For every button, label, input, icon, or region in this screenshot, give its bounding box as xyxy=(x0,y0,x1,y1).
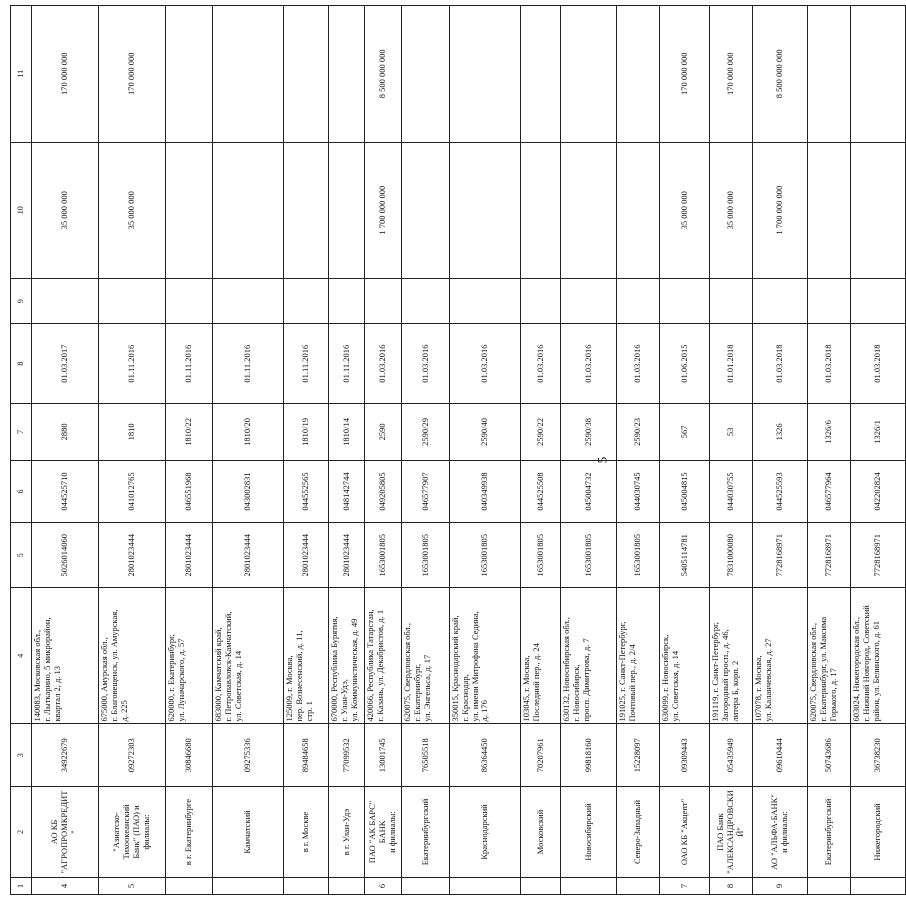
cell-bik: 2801023444 xyxy=(213,523,284,588)
cell-c10 xyxy=(166,142,213,278)
cell-corr: 040349938 xyxy=(450,460,521,523)
cell-okpo: 76505518 xyxy=(402,724,450,787)
cell-address: 620075, Свердловская обл., г. Екатеринбург, ул. Энгельса, д. 17 xyxy=(402,588,450,724)
cell-okpo: 09610444 xyxy=(753,724,808,787)
cell-bik: 1653001805 xyxy=(561,523,617,588)
cell-address: 603024, Нижегородская обл., г. Нижний Новгород, Советский район, ул. Белинского, д. 61 xyxy=(851,588,906,724)
cell-okpo: 09275336 xyxy=(213,724,284,787)
column-number: 11 xyxy=(11,6,32,143)
cell-license: 1326 xyxy=(753,403,808,460)
cell-c10 xyxy=(617,142,660,278)
table-row xyxy=(402,6,450,895)
bank-table xyxy=(10,5,906,895)
cell-date: 01.03.2016 xyxy=(561,324,617,404)
cell-license: 1326/6 xyxy=(808,403,851,460)
cell-c10 xyxy=(402,142,450,278)
cell-c11: 8 500 000 000 xyxy=(753,6,808,143)
table-row xyxy=(365,6,402,895)
cell-corr: 049205805 xyxy=(365,460,402,523)
cell-name: в г. Екатеринбурге xyxy=(166,787,213,878)
cell-c9 xyxy=(710,278,753,323)
cell-bik: 1653001805 xyxy=(365,523,402,588)
cell-date: 01.03.2018 xyxy=(851,324,906,404)
cell-corr: 044030745 xyxy=(617,460,660,523)
cell-corr: 044525593 xyxy=(753,460,808,523)
cell-c10: 35 000 000 xyxy=(660,142,710,278)
cell-license: 1810 xyxy=(99,403,166,460)
table-row xyxy=(32,6,99,895)
cell-c9 xyxy=(808,278,851,323)
table-row xyxy=(710,6,753,895)
cell-okpo: 30846680 xyxy=(166,724,213,787)
cell-okpo: 77099532 xyxy=(329,724,365,787)
table-row xyxy=(753,6,808,895)
table-row xyxy=(617,6,660,895)
cell-name: Екатеринбургский xyxy=(808,787,851,878)
cell-license: 1810/19 xyxy=(284,403,329,460)
cell-c10: 1 700 000 000 xyxy=(753,142,808,278)
column-number: 6 xyxy=(11,460,32,523)
cell-license: 1810/14 xyxy=(329,403,365,460)
cell-date: 01.03.2016 xyxy=(365,324,402,404)
table-row xyxy=(213,6,284,895)
cell-num xyxy=(329,877,365,894)
cell-num xyxy=(617,877,660,894)
cell-license: 1810/20 xyxy=(213,403,284,460)
cell-c10 xyxy=(808,142,851,278)
column-number: 2 xyxy=(11,787,32,878)
cell-license: 2590/29 xyxy=(402,403,450,460)
cell-c11 xyxy=(284,6,329,143)
column-number: 4 xyxy=(11,588,32,724)
cell-c10 xyxy=(213,142,284,278)
cell-name: Камчатский xyxy=(213,787,284,878)
cell-corr: 041012765 xyxy=(99,460,166,523)
cell-license: 2590 xyxy=(365,403,402,460)
cell-c11 xyxy=(402,6,450,143)
table-row xyxy=(851,6,906,895)
cell-date: 01.03.2017 xyxy=(32,324,99,404)
cell-date: 01.11.2016 xyxy=(329,324,365,404)
cell-name: Нижегородский xyxy=(851,787,906,878)
cell-c11: 170 000 000 xyxy=(32,6,99,143)
cell-c11 xyxy=(851,6,906,143)
cell-c9 xyxy=(561,278,617,323)
cell-c10 xyxy=(521,142,561,278)
cell-num: 5 xyxy=(99,877,166,894)
cell-c11 xyxy=(213,6,284,143)
cell-name: в г. Улан-Удэ xyxy=(329,787,365,878)
cell-c11 xyxy=(329,6,365,143)
cell-c10 xyxy=(561,142,617,278)
cell-okpo: 09272303 xyxy=(99,724,166,787)
cell-address: 670000, Республика Бурятия, г. Улан-Удэ, ул. Коммунистическая, д. 49 xyxy=(329,588,365,724)
column-number: 3 xyxy=(11,724,32,787)
cell-c9 xyxy=(166,278,213,323)
cell-date: 01.03.2016 xyxy=(617,324,660,404)
cell-name: ПАО "АК БАРС" БАНК и филиалы: xyxy=(365,787,402,878)
cell-bik: 5405114781 xyxy=(660,523,710,588)
cell-c9 xyxy=(402,278,450,323)
column-number: 10 xyxy=(11,142,32,278)
cell-num: 6 xyxy=(365,877,402,894)
cell-name: Московский xyxy=(521,787,561,878)
table-row xyxy=(284,6,329,895)
cell-name: ПАО Банк "АЛЕКСАНДРОВСКИЙ" xyxy=(710,787,753,878)
cell-c11: 170 000 000 xyxy=(710,6,753,143)
cell-c11: 170 000 000 xyxy=(660,6,710,143)
cell-num: 4 xyxy=(32,877,99,894)
cell-c9 xyxy=(851,278,906,323)
cell-license: 2590/23 xyxy=(617,403,660,460)
cell-date: 01.11.2016 xyxy=(166,324,213,404)
cell-okpo: 05435949 xyxy=(710,724,753,787)
cell-bik: 1653001805 xyxy=(521,523,561,588)
cell-address: 630099, г. Новосибирск, ул. Советская, д. 14 xyxy=(660,588,710,724)
cell-name: Новосибирский xyxy=(561,787,617,878)
cell-address: 125009, г. Москва, пер. Вознесенский, д. 11, стр. 1 xyxy=(284,588,329,724)
cell-bik: 7728168971 xyxy=(753,523,808,588)
cell-c11: 8 500 000 000 xyxy=(365,6,402,143)
cell-date: 01.03.2016 xyxy=(402,324,450,404)
cell-corr: 048142744 xyxy=(329,460,365,523)
cell-corr: 046577907 xyxy=(402,460,450,523)
cell-license: 1326/1 xyxy=(851,403,906,460)
cell-okpo: 15228097 xyxy=(617,724,660,787)
column-number: 8 xyxy=(11,324,32,404)
cell-num: 7 xyxy=(660,877,710,894)
cell-date: 01.03.2016 xyxy=(521,324,561,404)
cell-license: 53 xyxy=(710,403,753,460)
column-number: 1 xyxy=(11,877,32,894)
cell-name: ОАО КБ "Акцепт" xyxy=(660,787,710,878)
cell-okpo: 86364450 xyxy=(450,724,521,787)
cell-corr: 044552565 xyxy=(284,460,329,523)
cell-num xyxy=(402,877,450,894)
cell-license: 567 xyxy=(660,403,710,460)
cell-num xyxy=(450,877,521,894)
cell-address: 420066, Республика Татарстан, г. Казань, ул. Декабристов, д. 1 xyxy=(365,588,402,724)
column-number: 5 xyxy=(11,523,32,588)
cell-c9 xyxy=(99,278,166,323)
cell-address: 675000, Амурская обл., г. Благовещенск, ул. Амурская, д. 225 xyxy=(99,588,166,724)
cell-c10 xyxy=(329,142,365,278)
cell-c10: 35 000 000 xyxy=(99,142,166,278)
cell-license: 2590/22 xyxy=(521,403,561,460)
cell-bik: 2801023444 xyxy=(329,523,365,588)
cell-c9 xyxy=(365,278,402,323)
cell-date: 01.03.2018 xyxy=(808,324,851,404)
cell-c11 xyxy=(521,6,561,143)
cell-c9 xyxy=(450,278,521,323)
cell-date: 01.11.2016 xyxy=(213,324,284,404)
cell-c11 xyxy=(561,6,617,143)
cell-date: 01.03.2018 xyxy=(753,324,808,404)
cell-bik: 7728168971 xyxy=(808,523,851,588)
cell-name: АО КБ "АГРОПРОМКРЕДИТ" xyxy=(32,787,99,878)
cell-corr: 044525710 xyxy=(32,460,99,523)
cell-num: 8 xyxy=(710,877,753,894)
cell-c10: 35 000 000 xyxy=(32,142,99,278)
cell-bik: 1653001805 xyxy=(617,523,660,588)
cell-c11 xyxy=(808,6,851,143)
cell-bik: 7831000080 xyxy=(710,523,753,588)
cell-c11 xyxy=(166,6,213,143)
cell-date: 01.03.2016 xyxy=(450,324,521,404)
cell-date: 01.11.2016 xyxy=(99,324,166,404)
cell-c9 xyxy=(617,278,660,323)
cell-name: Северо-Западный xyxy=(617,787,660,878)
cell-corr: 044030755 xyxy=(710,460,753,523)
cell-date: 01.06.2015 xyxy=(660,324,710,404)
cell-address: 191119, г. Санкт-Петербург, Загородный просп., д. 46, литера Б, корп. 2 xyxy=(710,588,753,724)
table-row xyxy=(99,6,166,895)
cell-address: 107078, г. Москва, ул. Каланчевская, д. 27 xyxy=(753,588,808,724)
cell-date: 01.11.2016 xyxy=(284,324,329,404)
cell-c9 xyxy=(329,278,365,323)
cell-license: 2590/40 xyxy=(450,403,521,460)
table-row xyxy=(166,6,213,895)
table-row xyxy=(450,6,521,895)
cell-c9 xyxy=(660,278,710,323)
cell-c11 xyxy=(617,6,660,143)
cell-okpo: 99818160 xyxy=(561,724,617,787)
cell-num xyxy=(521,877,561,894)
cell-corr: 046577964 xyxy=(808,460,851,523)
cell-c11: 170 000 000 xyxy=(99,6,166,143)
cell-date: 01.01.2018 xyxy=(710,324,753,404)
cell-c9 xyxy=(32,278,99,323)
cell-license: 2880 xyxy=(32,403,99,460)
cell-address: 620075, Свердловская обл., г. Екатеринбург, ул. Максима Горького, д. 17 xyxy=(808,588,851,724)
cell-address: 683000, Камчатский край, г. Петропавловск-Камчатский, ул. Советская, д. 14 xyxy=(213,588,284,724)
table-row xyxy=(521,6,561,895)
cell-c9 xyxy=(753,278,808,323)
cell-num: 9 xyxy=(753,877,808,894)
cell-address: 191025, г. Санкт-Петербург, Почтовый пер., д. 2/4 xyxy=(617,588,660,724)
cell-c10 xyxy=(450,142,521,278)
cell-okpo: 70207961 xyxy=(521,724,561,787)
cell-name: в г. Москве xyxy=(284,787,329,878)
cell-okpo: 34922679 xyxy=(32,724,99,787)
cell-corr: 044525508 xyxy=(521,460,561,523)
cell-c9 xyxy=(521,278,561,323)
cell-address: 140083, Московская обл., г. Лыткарино, 5 микрорайон, квартал 2, д. 13 xyxy=(32,588,99,724)
cell-bik: 1653001805 xyxy=(450,523,521,588)
cell-okpo: 13001745 xyxy=(365,724,402,787)
cell-corr: 045004815 xyxy=(660,460,710,523)
table-row xyxy=(561,6,617,895)
cell-c10 xyxy=(851,142,906,278)
cell-address: 350015, Краснодарский край, г. Краснодар, ул. имени Митрофана Седина, д. 176 xyxy=(450,588,521,724)
cell-num xyxy=(808,877,851,894)
rotated-page xyxy=(10,5,883,895)
cell-okpo: 36738230 xyxy=(851,724,906,787)
cell-bik: 7728168971 xyxy=(851,523,906,588)
cell-bik: 2801023444 xyxy=(284,523,329,588)
cell-num xyxy=(284,877,329,894)
cell-num xyxy=(213,877,284,894)
cell-address: 630132, Новосибирская обл., г. Новосибирск, просп. Димитрова, д. 7 xyxy=(561,588,617,724)
cell-corr: 043002831 xyxy=(213,460,284,523)
cell-okpo: 50743686 xyxy=(808,724,851,787)
cell-bik: 2801023444 xyxy=(166,523,213,588)
cell-okpo: 09309443 xyxy=(660,724,710,787)
cell-c10: 35 000 000 xyxy=(710,142,753,278)
cell-corr: 045004732 xyxy=(561,460,617,523)
cell-bik: 1653001805 xyxy=(402,523,450,588)
cell-corr: 046551968 xyxy=(166,460,213,523)
column-number: 7 xyxy=(11,403,32,460)
cell-name: Екатеринбургский xyxy=(402,787,450,878)
table-row xyxy=(660,6,710,895)
cell-num xyxy=(561,877,617,894)
cell-num xyxy=(851,877,906,894)
cell-c11 xyxy=(450,6,521,143)
cell-name: "Азиатско-Тихоокеанский Банк" (ПАО) и филиалы: xyxy=(99,787,166,878)
column-number: 9 xyxy=(11,278,32,323)
cell-c10: 1 700 000 000 xyxy=(365,142,402,278)
cell-num xyxy=(166,877,213,894)
cell-c9 xyxy=(213,278,284,323)
cell-bik: 5026014060 xyxy=(32,523,99,588)
cell-corr: 042202824 xyxy=(851,460,906,523)
cell-c10 xyxy=(284,142,329,278)
cell-name: АО "АЛЬФА-БАНК" и филиалы: xyxy=(753,787,808,878)
cell-bik: 2801023444 xyxy=(99,523,166,588)
cell-c9 xyxy=(284,278,329,323)
page-number: 5 xyxy=(594,456,610,463)
cell-license: 1810/22 xyxy=(166,403,213,460)
table-row xyxy=(808,6,851,895)
cell-address: 620000, г. Екатеринбург, ул. Луначарского, д. 57 xyxy=(166,588,213,724)
cell-address: 103045, г. Москва, Последний пер., д. 24 xyxy=(521,588,561,724)
cell-okpo: 89484658 xyxy=(284,724,329,787)
cell-license: 2590/38 xyxy=(561,403,617,460)
table-row xyxy=(329,6,365,895)
column-number-row xyxy=(11,6,32,895)
cell-name: Краснодарский xyxy=(450,787,521,878)
